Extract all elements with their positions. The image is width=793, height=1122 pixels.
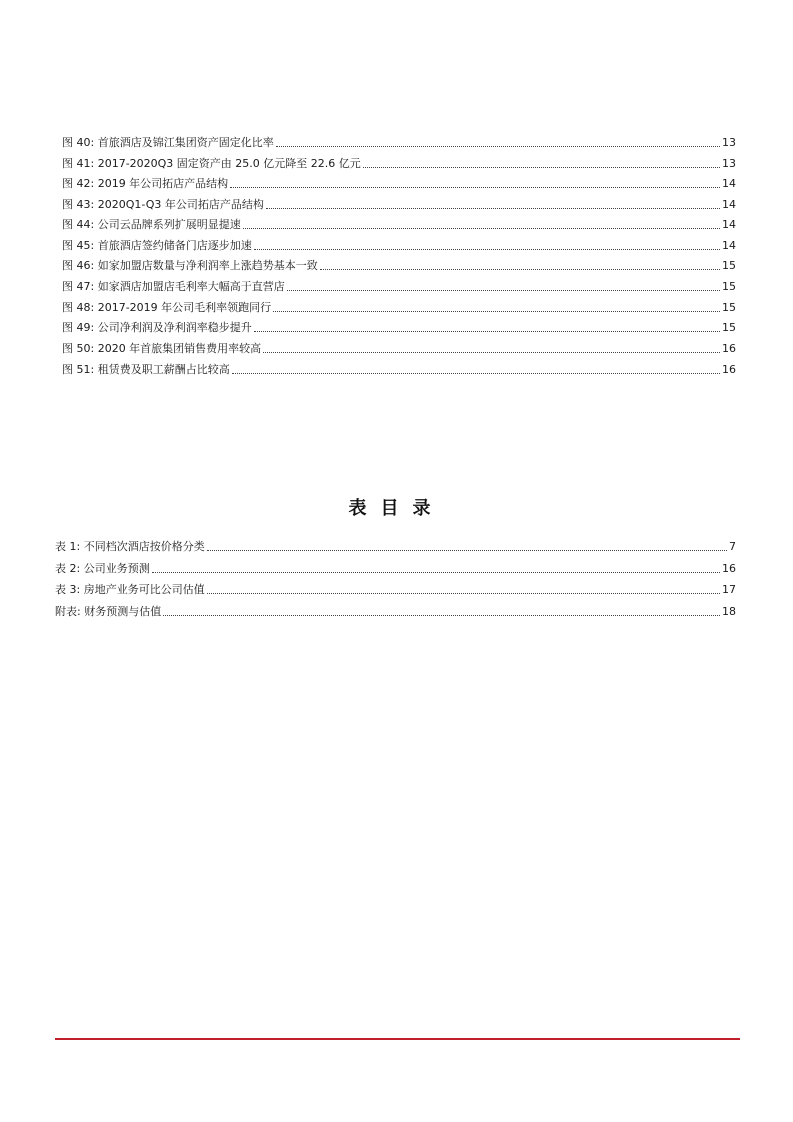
toc-entry-label: 表 3: 房地产业务可比公司估值	[55, 583, 205, 596]
toc-entry-figure-46[interactable]	[62, 259, 736, 273]
toc-entry-appendix-table[interactable]	[55, 605, 736, 619]
toc-entry-page: 14	[722, 198, 736, 211]
toc-entry-page: 13	[722, 136, 736, 149]
leader-dots	[363, 166, 720, 168]
toc-entry-figure-45[interactable]	[62, 239, 736, 253]
leader-dots	[254, 248, 720, 250]
toc-entry-table-1[interactable]	[55, 540, 736, 554]
toc-entry-page: 15	[722, 259, 736, 272]
leader-dots	[254, 330, 720, 332]
toc-entry-figure-43[interactable]	[62, 198, 736, 212]
footer-rule	[55, 1038, 740, 1040]
leader-dots	[152, 571, 720, 573]
toc-entry-label: 图 51: 租赁费及职工薪酬占比较高	[62, 363, 230, 376]
toc-entry-page: 13	[722, 157, 736, 170]
leader-dots	[230, 186, 720, 188]
toc-entry-page: 17	[722, 583, 736, 596]
toc-entry-page: 14	[722, 239, 736, 252]
toc-entry-label: 图 48: 2017-2019 年公司毛利率领跑同行	[62, 301, 272, 314]
leader-dots	[276, 145, 720, 147]
leader-dots	[243, 227, 720, 229]
leader-dots	[163, 614, 720, 616]
toc-entry-page: 15	[722, 321, 736, 334]
toc-entry-page: 15	[722, 301, 736, 314]
toc-entry-label: 图 43: 2020Q1-Q3 年公司拓店产品结构	[62, 198, 264, 211]
toc-entry-table-3[interactable]	[55, 583, 736, 597]
toc-entry-label: 图 40: 首旅酒店及锦江集团资产固定化比率	[62, 136, 274, 149]
toc-entry-label: 图 41: 2017-2020Q3 固定资产由 25.0 亿元降至 22.6 亿元	[62, 157, 361, 170]
toc-entry-figure-44[interactable]	[62, 218, 736, 232]
toc-entry-page: 14	[722, 177, 736, 190]
toc-entry-figure-51[interactable]	[62, 363, 736, 377]
toc-entry-label: 图 50: 2020 年首旅集团销售费用率较高	[62, 342, 262, 355]
toc-entry-label: 表 1: 不同档次酒店按价格分类	[55, 540, 205, 553]
toc-entry-figure-47[interactable]	[62, 280, 736, 294]
toc-entry-page: 16	[722, 342, 736, 355]
toc-entry-label: 图 45: 首旅酒店签约储备门店逐步加速	[62, 239, 252, 252]
toc-entry-label: 图 47: 如家酒店加盟店毛利率大幅高于直营店	[62, 280, 285, 293]
toc-entry-label: 图 42: 2019 年公司拓店产品结构	[62, 177, 229, 190]
leader-dots	[263, 351, 720, 353]
leader-dots	[266, 207, 720, 209]
toc-entry-page: 16	[722, 562, 736, 575]
toc-entry-page: 14	[722, 218, 736, 231]
toc-entry-label: 图 46: 如家加盟店数量与净利润率上涨趋势基本一致	[62, 259, 318, 272]
toc-entry-figure-49[interactable]	[62, 321, 736, 335]
leader-dots	[232, 372, 720, 374]
toc-entry-label: 图 49: 公司净利润及净利润率稳步提升	[62, 321, 252, 334]
leader-dots	[287, 289, 720, 291]
toc-entry-label: 附表: 财务预测与估值	[55, 605, 162, 618]
leader-dots	[207, 549, 727, 551]
toc-entry-page: 15	[722, 280, 736, 293]
leader-dots	[273, 310, 720, 312]
toc-entry-figure-48[interactable]	[62, 301, 736, 315]
toc-entry-table-2[interactable]	[55, 562, 736, 576]
toc-entry-label: 表 2: 公司业务预测	[55, 562, 150, 575]
tables-toc-heading: 表目录	[348, 498, 445, 519]
leader-dots	[320, 268, 720, 270]
toc-entry-page: 7	[729, 540, 736, 553]
toc-entry-label: 图 44: 公司云品牌系列扩展明显提速	[62, 218, 241, 231]
leader-dots	[207, 592, 720, 594]
toc-entry-page: 16	[722, 363, 736, 376]
toc-entry-figure-50[interactable]	[62, 342, 736, 356]
toc-entry-figure-41[interactable]	[62, 157, 736, 171]
toc-entry-figure-40[interactable]	[62, 136, 736, 150]
toc-entry-figure-42[interactable]	[62, 177, 736, 191]
toc-entry-page: 18	[722, 605, 736, 618]
